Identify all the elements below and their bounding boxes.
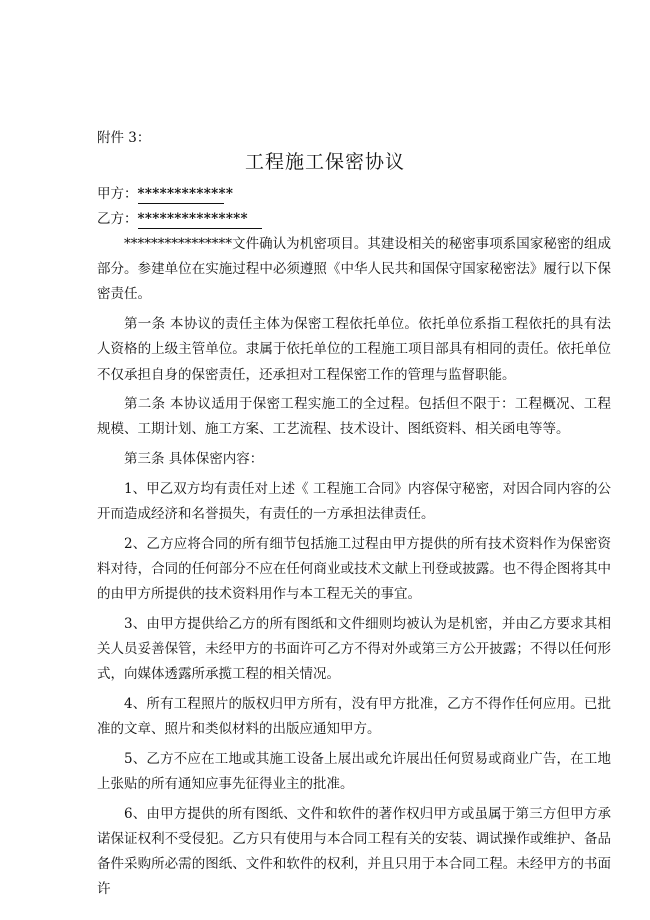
paragraph-clause-3: 3、由甲方提供给乙方的所有图纸和文件细则均被认为是机密，并由乙方要求其相关人员妥善保管，未经甲方的书面许可乙方不得对外或第三方公开披露；不得以任何形式，向媒体透露所承揽工程的相关情况。	[97, 615, 611, 683]
paragraph-clause-1: 1、甲乙双方均有责任对上述《 工程施工合同》内容保守秘密，对因合同内容的公开而造成经济和名誉损失，有责任的一方承担法律责任。	[97, 480, 611, 523]
paragraph-article-1: 第一条 本协议的责任主体为保密工程依托单位。依托单位系指工程依托的具有法人资格的上级主管单位。隶属于依托单位的工程施工项目部具有相同的责任。依托单位不仅承担自身的保密责任，还承担对工程保密工作的管理与监督职能。	[97, 316, 611, 383]
party-b-line	[97, 207, 262, 229]
agreement-body	[97, 232, 611, 907]
paragraph-clause-6: 6、由甲方提供的所有图纸、文件和软件的著作权归甲方或虽属于第三方但甲方承诺保证权利不受侵犯。乙方只有使用与本合同工程有关的安装、调试操作或维护、备品备件采购所必需的图纸、文件和软件的权利，并且只用于本合同工程。未经甲方的书面许	[97, 805, 611, 898]
party-b-label: 乙方：	[97, 211, 138, 227]
paragraph-clause-2: 2、乙方应将合同的所有细节包括施工过程由甲方提供的所有技术资料作为保密资料对待，合同的任何部分不应在任何商业或技术文献上刊登或披露。也不得企图将其中的由甲方所提供的技术资料用作与本工程无关的事宜。	[97, 535, 611, 603]
paragraph-clause-5: 5、乙方不应在工地或其施工设备上展出或允许展出任何贸易或商业广告，在工地上张贴的所有通知应事先征得业主的批准。	[97, 750, 611, 793]
paragraph-article-2: 第二条 本协议适用于保密工程实施工的全过程。包括但不限于：工程概况、工程规模、工期计划、施工方案、工艺流程、技术设计、图纸资料、相关函电等等。	[97, 396, 611, 438]
party-a-label: 甲方：	[97, 186, 138, 202]
party-a-line	[97, 182, 234, 204]
party-a-value: *************	[137, 186, 234, 202]
paragraph-intro: ****************文件确认为机密项目。其建设相关的秘密事项系国家秘密的组成部分。参建单位在实施过程中必须遵照《中华人民共和国保守国家秘密法》履行以下保密责任。	[97, 236, 611, 303]
document-title: 工程施工保密协议	[244, 151, 405, 173]
attachment-label: 附件 3：	[97, 130, 151, 146]
party-b-value: ***************	[138, 211, 262, 229]
paragraph-article-3-heading: 第三条 具体保密内容：	[124, 451, 264, 468]
paragraph-clause-4: 4、所有工程照片的版权归甲方所有，没有甲方批准，乙方不得作任何应用。已批准的文章、照片和类似材料的出版应通知甲方。	[97, 695, 611, 738]
